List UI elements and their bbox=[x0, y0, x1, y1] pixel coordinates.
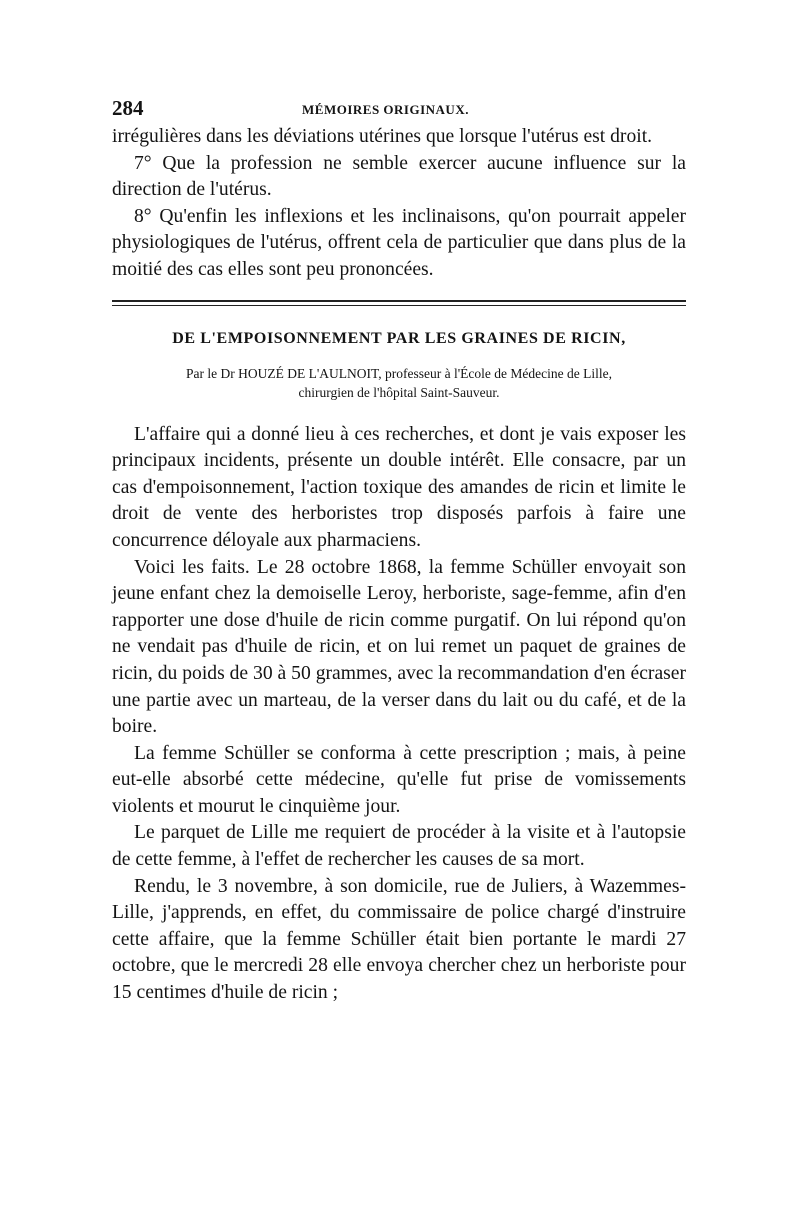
paragraph: 7° Que la profession ne semble exercer aucune influence sur la direction de l'utérus. bbox=[112, 152, 686, 201]
paragraph: L'affaire qui a donné lieu à ces recherches, et dont je vais exposer les principaux incidents, présente un double intérêt. Elle consacre, par un cas d'empoisonnement, l'action toxique des amandes de ricin et limite le droit de vente des herboristes trop disposés parfois à faire une concurrence déloyale aux pharmaciens. bbox=[112, 423, 686, 551]
paragraph: Le parquet de Lille me requiert de procéder à la visite et à l'autopsie de cette femme, à l'effet de rechercher les causes de sa mort. bbox=[112, 822, 686, 871]
article-body bbox=[112, 422, 686, 1007]
byline-author: Par le Dr HOUZÉ DE L'AULNOIT, professeur à l'École de Médecine de Lille, bbox=[186, 365, 612, 381]
article-title: DE L'EMPOISONNEMENT PAR LES GRAINES DE RICIN, bbox=[172, 329, 626, 347]
paragraph: Rendu, le 3 novembre, à son domicile, rue de Juliers, à Wazemmes-Lille, j'apprends, en effet, du commissaire de police chargé d'instruire cette affaire, que la femme Schüller était bien portante le mardi 27 octobre, que le mercredi 28 elle envoya chercher chez un herboriste pour 15 centimes d'huile de ricin ; bbox=[112, 875, 686, 1004]
divider-line bbox=[112, 300, 686, 302]
divider-line bbox=[112, 305, 686, 306]
paragraph: irrégulières dans les déviations utérines que lorsque l'utérus est droit. bbox=[112, 126, 653, 147]
paragraph: Voici les faits. Le 28 octobre 1868, la femme Schüller envoyait son jeune enfant chez la demoiselle Leroy, herboriste, sage-femme, afin d'en rapporter une dose d'huile de ricin comme purgatif. On lui répond qu'on ne vendait pas d'huile de ricin, et on lui remet un paquet de graines de ricin, du poids de 30 à 50 grammes, avec la recommandation d'en écraser une partie avec un marteau, de la verser dans du lait ou du café, et de la boire. bbox=[112, 556, 686, 738]
paragraph: 8° Qu'enfin les inflexions et les inclinaisons, qu'on pourrait appeler physiologiques de l'utérus, offrent cela de particulier que dans plus de la moitié des cas elles sont peu prononcées. bbox=[112, 205, 686, 280]
page-header bbox=[112, 96, 686, 124]
book-page bbox=[112, 96, 686, 1007]
article-byline bbox=[112, 364, 686, 402]
page-number: 284 bbox=[112, 96, 144, 120]
byline-affiliation: chirurgien de l'hôpital Saint-Sauveur. bbox=[298, 384, 500, 400]
running-head: MÉMOIRES ORIGINAUX. bbox=[302, 102, 469, 117]
paragraph: La femme Schüller se conforma à cette prescription ; mais, à peine eut-elle absorbé cette médecine, qu'elle fut prise de vomissements violents et mourut le cinquième jour. bbox=[112, 742, 686, 817]
section-divider bbox=[112, 298, 686, 310]
previous-article-ending bbox=[112, 124, 686, 284]
